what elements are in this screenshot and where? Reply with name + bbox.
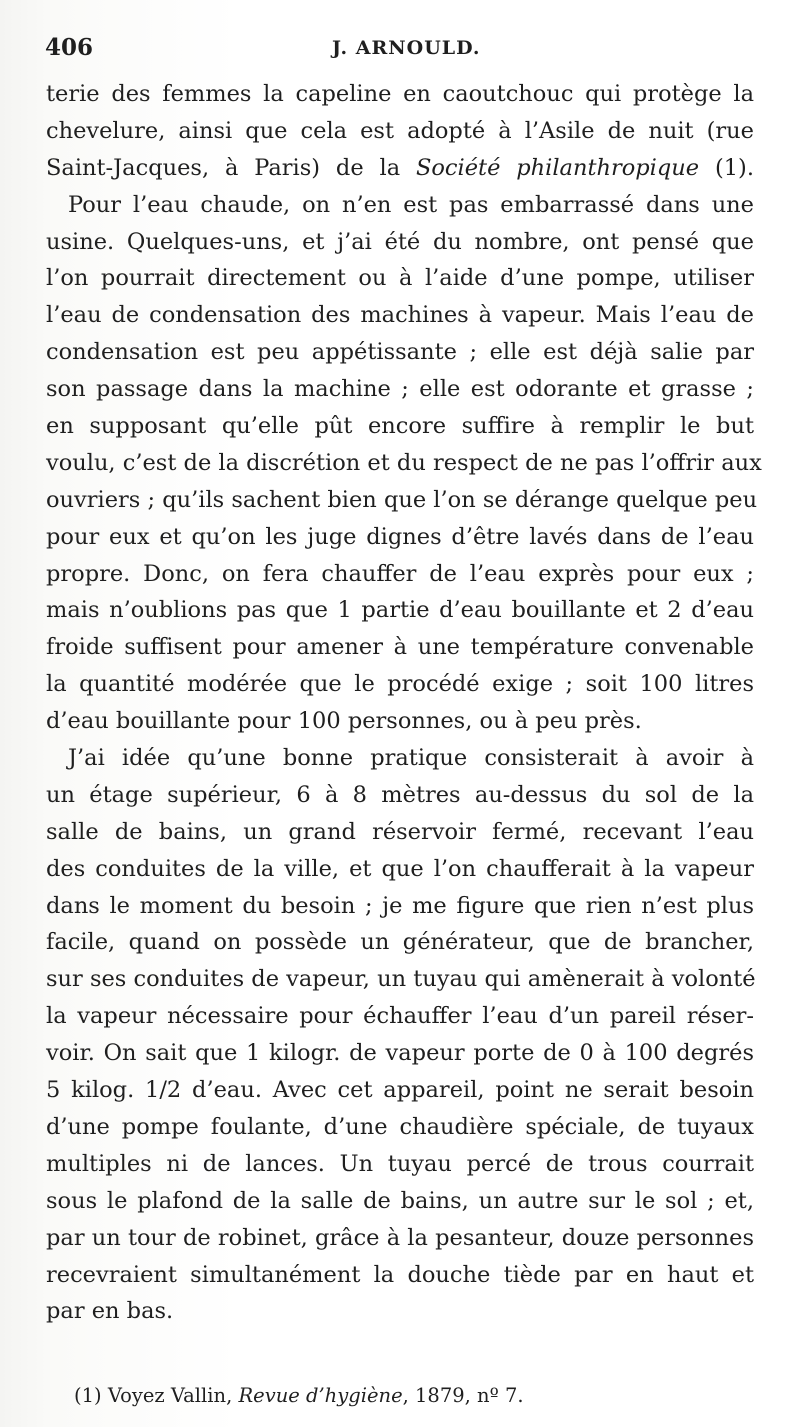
page-header (45, 34, 745, 68)
text-line: chevelure, ainsi que cela est adopté à l’Asile de nuit (rue (46, 117, 754, 144)
text-line: par un tour de robinet, grâce à la pesanteur, douze personnes (46, 1224, 754, 1251)
text-line: Pour l’eau chaude, on n’en est pas embarrassé dans une (68, 191, 754, 218)
text-line: multiples ni de lances. Un tuyau percé de trous courrait (46, 1150, 754, 1177)
text-line: la quantité modérée que le procédé exige ; soit 100 litres (46, 671, 754, 698)
text-line: sur ses conduites de vapeur, un tuyau qui amènerait à volonté (46, 966, 756, 993)
text-line (46, 150, 754, 187)
text-line: recevraient simultanément la douche tiède par en haut et (46, 1261, 754, 1288)
footnote (74, 1384, 524, 1407)
text-line: voulu, c’est de la discrétion et du respect de ne pas l’offrir aux (46, 449, 762, 476)
text-segment: Saint-Jacques, à Paris) de la (46, 154, 416, 181)
text-line: condensation est peu appétissante ; elle est déjà salie par (46, 339, 754, 366)
text-line: salle de bains, un grand réservoir fermé, recevant l’eau (46, 818, 754, 845)
text-line: des conduites de la ville, et que l’on chaufferait à la vapeur (46, 855, 754, 882)
text-line: d’eau bouillante pour 100 personnes, ou à peu près. (46, 708, 642, 735)
text-line: J’ai idée qu’une bonne pratique consisterait à avoir à (68, 745, 754, 772)
text-line: la vapeur nécessaire pour échauffer l’eau d’un pareil réser- (46, 1003, 754, 1030)
body-text (46, 76, 762, 1330)
text-line: froide suffisent pour amener à une température convenable (46, 634, 754, 661)
text-line: dans le moment du besoin ; je me figure que rien n’est plus (46, 892, 754, 919)
text-line: terie des femmes la capeline en caoutchouc qui protège la (46, 81, 754, 107)
text-line: propre. Donc, on fera chauffer de l’eau exprès pour eux ; (46, 560, 754, 587)
text-line: facile, quand on possède un générateur, que de brancher, (46, 929, 754, 956)
text-line: usine. Quelques-uns, et j’ai été du nombre, ont pensé que (46, 228, 754, 255)
footnote-journal: Revue d’hygiène (238, 1384, 403, 1407)
footnote-citation: , 1879, nº 7. (402, 1384, 524, 1407)
text-line: l’eau de condensation des machines à vapeur. Mais l’eau de (46, 302, 754, 329)
text-line: par en bas. (46, 1298, 174, 1325)
page-number: 406 (45, 34, 94, 61)
footnote-marker: (1) Voyez Vallin, (74, 1384, 239, 1407)
society-name: Société philanthropique (415, 154, 700, 181)
text-line: l’on pourrait directement ou à l’aide d’une pompe, utiliser (46, 265, 754, 292)
text-line: un étage supérieur, 6 à 8 mètres au-dessus du sol de la (46, 781, 754, 808)
text-line: 5 kilog. 1/2 d’eau. Avec cet appareil, point ne serait besoin (46, 1077, 754, 1104)
text-line: ouvriers ; qu’ils sachent bien que l’on se dérange quelque peu (46, 486, 758, 513)
text-line: mais n’oublions pas que 1 partie d’eau bouillante et 2 d’eau (46, 597, 754, 624)
text-line: son passage dans la machine ; elle est odorante et grasse ; (46, 376, 754, 403)
text-line: d’une pompe foulante, d’une chaudière spéciale, de tuyaux (46, 1113, 754, 1140)
footnote-ref: (1). (699, 154, 754, 181)
text-line: sous le plafond de la salle de bains, un autre sur le sol ; et, (46, 1187, 754, 1214)
text-line: pour eux et qu’on les juge dignes d’être lavés dans de l’eau (46, 523, 754, 550)
text-line: voir. On sait que 1 kilogr. de vapeur porte de 0 à 100 degrés (46, 1040, 754, 1067)
text-line: en supposant qu’elle pût encore suffire à remplir le but (46, 413, 754, 440)
running-head: J. ARNOULD. (332, 37, 481, 59)
